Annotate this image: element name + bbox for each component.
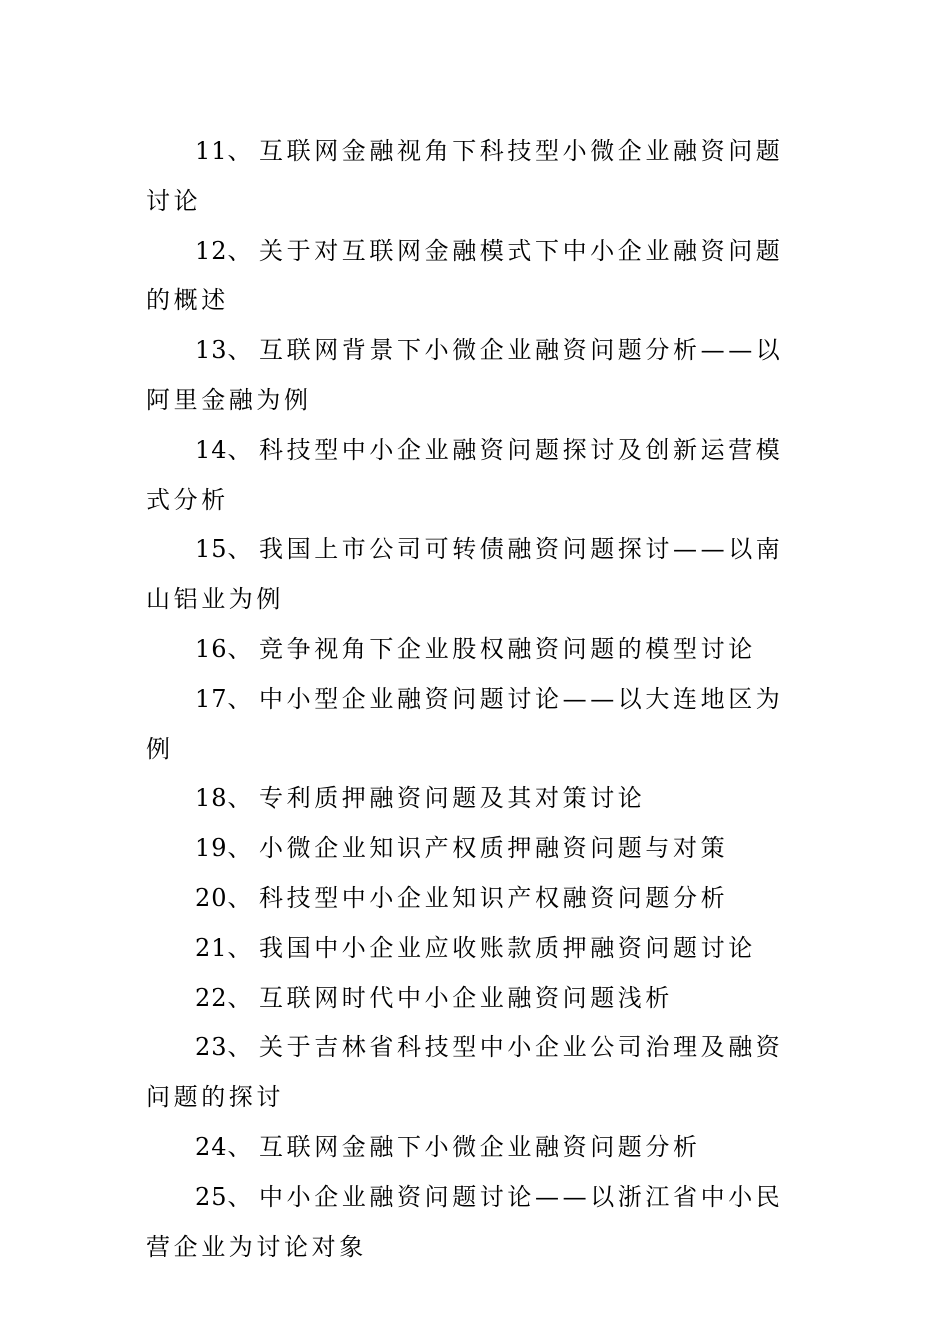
item-number: 17、 (195, 684, 253, 713)
item-number: 18、 (195, 784, 253, 813)
item-title: 竞争视角下企业股权融资问题的模型讨论 (259, 634, 756, 663)
item-title: 专利质押融资问题及其对策讨论 (259, 784, 646, 813)
item-number: 12、 (195, 236, 253, 265)
list-item (146, 774, 796, 824)
item-number: 21、 (195, 933, 253, 962)
item-number: 23、 (195, 1033, 253, 1062)
list-item (146, 426, 796, 526)
list-item (146, 974, 796, 1024)
item-title: 科技型中小企业知识产权融资问题分析 (259, 883, 729, 912)
list-item (146, 625, 796, 675)
item-title: 关于对互联网金融模式下中小企业融资问题的概述 (146, 236, 784, 315)
item-number: 19、 (195, 834, 253, 863)
list-item (146, 874, 796, 924)
list-item (146, 1023, 796, 1123)
item-title: 科技型中小企业融资问题探讨及创新运营模式分析 (146, 435, 784, 514)
item-title: 互联网金融下小微企业融资问题分析 (259, 1132, 701, 1161)
reference-list (146, 127, 796, 1272)
list-item (146, 326, 796, 426)
item-title: 我国上市公司可转债融资问题探讨——以南山铝业为例 (146, 535, 784, 614)
item-title: 互联网背景下小微企业融资问题分析——以阿里金融为例 (146, 336, 784, 414)
item-title: 关于吉林省科技型中小企业公司治理及融资问题的探讨 (146, 1033, 784, 1112)
item-number: 14、 (195, 435, 253, 464)
list-item (146, 675, 796, 775)
list-item (146, 525, 796, 625)
list-item (146, 1123, 796, 1173)
item-number: 16、 (195, 634, 253, 663)
list-item (146, 227, 796, 327)
item-number: 11、 (195, 137, 253, 165)
item-number: 22、 (195, 983, 253, 1012)
item-number: 13、 (195, 336, 253, 365)
item-title: 互联网金融视角下科技型小微企业融资问题讨论 (146, 137, 784, 215)
item-number: 20、 (195, 883, 253, 912)
item-number: 25、 (195, 1182, 253, 1211)
item-title: 互联网时代中小企业融资问题浅析 (259, 983, 673, 1012)
list-item (146, 924, 796, 974)
item-number: 24、 (195, 1132, 253, 1161)
item-title: 我国中小企业应收账款质押融资问题讨论 (259, 933, 756, 962)
list-item (146, 127, 796, 227)
list-item (146, 1173, 796, 1273)
item-title: 小微企业知识产权质押融资问题与对策 (259, 834, 729, 863)
item-number: 15、 (195, 535, 253, 564)
item-title: 中小型企业融资问题讨论——以大连地区为例 (146, 684, 784, 763)
list-item (146, 824, 796, 874)
item-title: 中小企业融资问题讨论——以浙江省中小民营企业为讨论对象 (146, 1182, 784, 1261)
